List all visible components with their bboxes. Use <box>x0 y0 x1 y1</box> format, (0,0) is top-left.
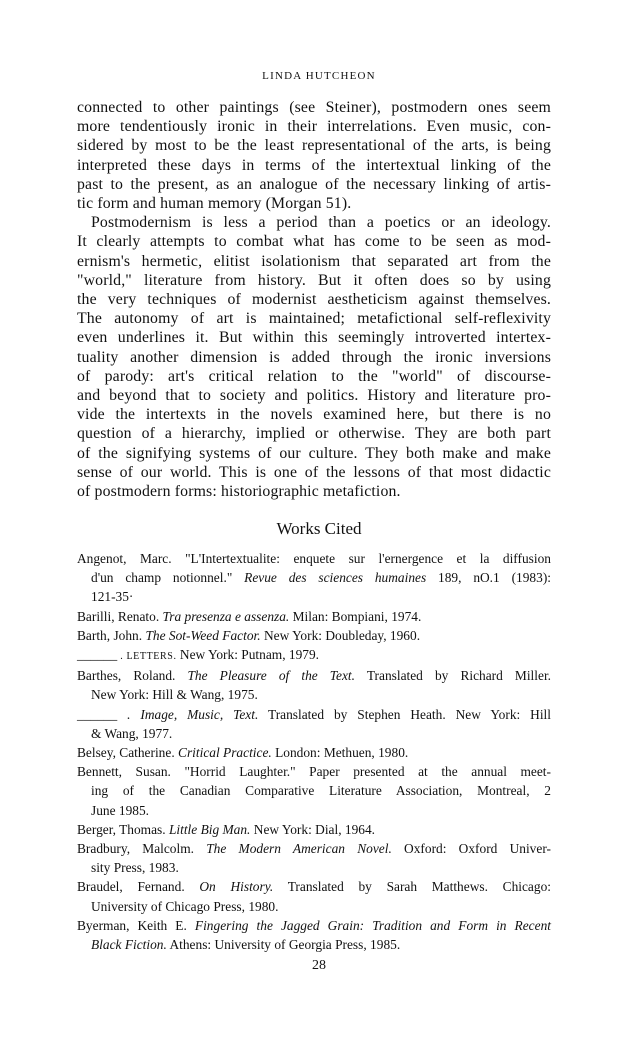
citation-line <box>77 568 551 587</box>
citation-text: Oxford: Oxford Univer- <box>391 841 551 857</box>
body-line: The autonomy of art is maintained; metafictional self-reflexivity <box>77 310 551 328</box>
citation-line <box>77 801 551 820</box>
citation-title: Revue des sciences humaines <box>244 570 427 586</box>
citation-title: The Pleasure of the Text. <box>187 668 355 684</box>
citation-text: Barth, John. <box>77 627 146 643</box>
citation-text: Byerman, Keith E. <box>77 917 195 933</box>
citation-text: New York: Putnam, 1979. <box>176 647 320 663</box>
citation-line <box>77 724 551 743</box>
citation-text: Translated by Sarah Matthews. Chicago: <box>273 879 551 895</box>
citation-text: 189, nO.1 (1983): <box>426 570 551 586</box>
citation-line <box>77 916 551 935</box>
citation-title: On History. <box>199 879 274 895</box>
body-line: more tendentiously ironic in their interrelations. Even music, con- <box>77 118 551 136</box>
citation-text: University of Chicago Press, 1980. <box>91 898 279 914</box>
citation-line <box>77 705 551 724</box>
citation-text: Translated by Richard Miller. <box>354 668 552 684</box>
body-line: the very techniques of modernist aestheticism against themselves. <box>77 291 551 309</box>
citation-text: 121-35· <box>91 589 134 605</box>
body-line: sense of our world. This is one of the lessons of that most didactic <box>77 463 551 481</box>
citation-line <box>77 897 551 916</box>
body-line: It clearly attempts to combat what has come to be seen as mod- <box>77 233 551 251</box>
body-line: past to the present, as an analogue of the necessary linking of artis- <box>77 175 551 193</box>
running-head: LINDA HUTCHEON <box>262 70 376 82</box>
citation-text: New York: Doubleday, 1960. <box>260 627 421 643</box>
citation-line <box>77 839 551 858</box>
citation-text: Angenot, Marc. "L'Intertextualite: enquete sur l'ernergence et la diffusion <box>77 551 551 566</box>
works-cited-list <box>77 549 551 954</box>
citation-text: Bradbury, Malcolm. <box>77 841 207 857</box>
body-line: connected to other paintings (see Steiner), postmodern ones seem <box>77 99 551 116</box>
repeat-author-dash: ______ <box>77 706 118 722</box>
body-line: Postmodernism is less a period than a poetics or an ideology. <box>91 214 551 232</box>
citation-title: . LETTERS. <box>117 651 177 663</box>
body-line: tic form and human memory (Morgan 51). <box>77 195 352 213</box>
citation-line <box>77 645 551 666</box>
citation-text: New York: Hill & Wang, 1975. <box>91 687 258 703</box>
citation-text: Braudel, Fernand. <box>77 879 200 895</box>
citation-title: . Image, Music, Text. <box>117 706 259 722</box>
citation-text: Barilli, Renato. <box>77 608 163 624</box>
body-line: of parody: art's critical relation to the "world" of discourse- <box>77 367 551 385</box>
citation-line <box>77 877 551 896</box>
body-line: even underlines it. But within this seemingly introverted intertex- <box>77 329 551 347</box>
citation-line <box>77 666 551 685</box>
citation-line <box>77 587 551 606</box>
citation-text: sity Press, 1983. <box>91 860 179 876</box>
citation-line <box>77 781 551 800</box>
citation-line <box>77 935 551 954</box>
citation-text: Athens: University of Georgia Press, 1985. <box>166 937 401 953</box>
citation-text: d'un champ notionnel." <box>91 570 245 586</box>
citation-line <box>77 685 551 704</box>
citation-title: Tra presenza e assenza. <box>162 608 290 624</box>
body-line: sidered by most to be the least representational of the arts, is being <box>77 137 551 155</box>
citation-text: Berger, Thomas. <box>77 821 169 837</box>
citation-line <box>77 743 551 762</box>
citation-text: New York: Dial, 1964. <box>250 821 376 837</box>
body-line: and beyond that to society and politics. History and literature pro- <box>77 387 551 405</box>
citation-title: The Modern American Novel. <box>206 841 392 857</box>
body-line: tuality another dimension is added through the ironic inversions <box>77 348 551 366</box>
works-cited-heading: Works Cited <box>276 519 362 538</box>
body-line: vide the intertexts in the novels examined here, but there is no <box>77 406 551 424</box>
body-paragraphs <box>77 98 551 501</box>
citation-line <box>77 858 551 877</box>
citation-text: ing of the Canadian Comparative Literature Association, Montreal, 2 <box>91 783 551 799</box>
body-line: of postmodern forms: historiographic metafiction. <box>77 483 401 501</box>
body-line: of the signifying systems of our culture. They both make and make <box>77 444 551 462</box>
citation-title: Little Big Man. <box>168 821 251 837</box>
body-line: "world," literature from history. But it often does so by using <box>77 271 551 289</box>
citation-line <box>77 607 551 626</box>
citation-title: Fingering the Jagged Grain: Tradition and Form in Recent <box>194 917 551 933</box>
citation-title: Critical Practice. <box>178 745 272 761</box>
citation-text: Translated by Stephen Heath. New York: Hill <box>258 706 551 722</box>
citation-line <box>77 820 551 839</box>
citation-line <box>77 549 551 568</box>
citation-line <box>77 762 551 781</box>
citation-title: Black Fiction. <box>91 937 167 953</box>
citation-text: London: Methuen, 1980. <box>271 745 409 761</box>
citation-text: Belsey, Catherine. <box>77 745 179 761</box>
citation-line <box>77 626 551 645</box>
body-line: ernism's hermetic, elitist isolationism that separated art from the <box>77 252 551 270</box>
citation-text: Bennett, Susan. "Horrid Laughter." Paper presented at the annual meet- <box>77 764 551 780</box>
citation-text: Barthes, Roland. <box>77 668 188 684</box>
citation-title: The Sot-Weed Factor. <box>145 627 261 643</box>
citation-text: Milan: Bompiani, 1974. <box>289 608 422 624</box>
repeat-author-dash: ______ <box>77 647 118 663</box>
page-number: 28 <box>312 958 326 973</box>
body-line: interpreted these days in terms of the intertextual linking of the <box>77 156 551 174</box>
body-line: question of a hierarchy, implied or otherwise. They are both part <box>77 425 551 443</box>
citation-text: June 1985. <box>91 802 150 818</box>
citation-text: & Wang, 1977. <box>91 725 173 741</box>
